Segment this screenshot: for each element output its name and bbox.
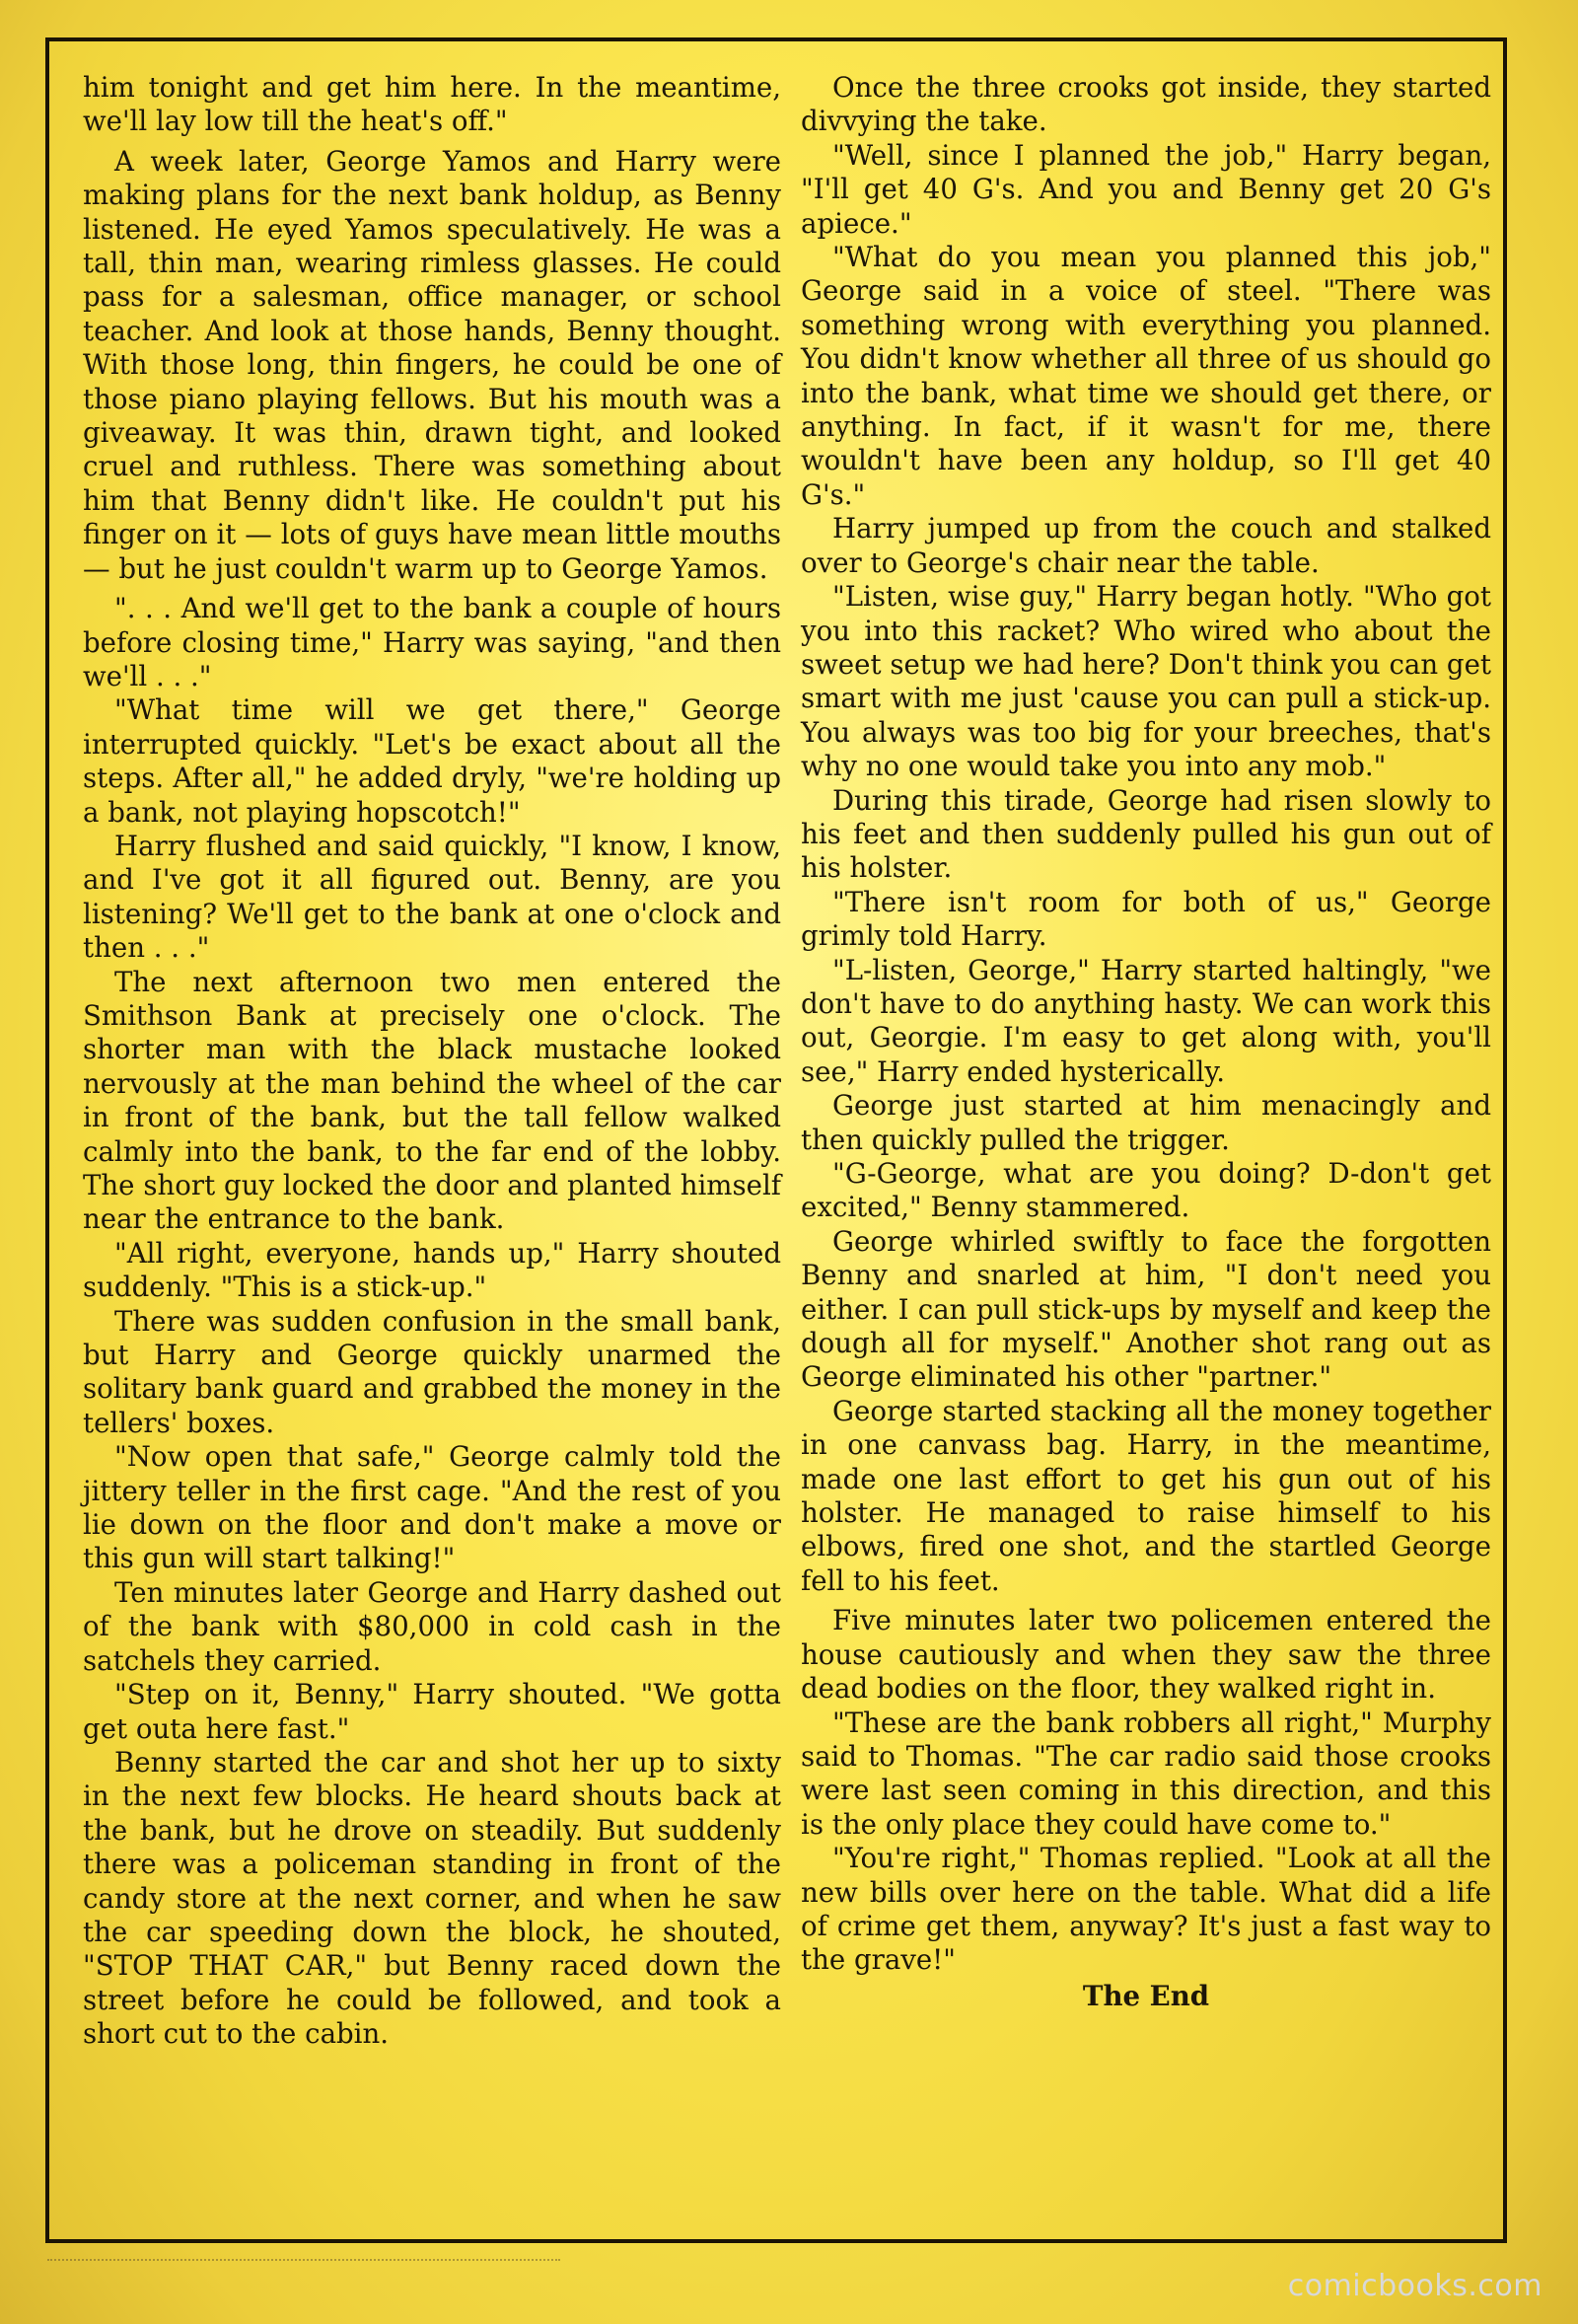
paragraph: "What time will we get there," George interrupted quickly. "Let's be exact about all the steps. After all," he added dryly, "we're holding up a bank, not playing hopscotch!" (83, 693, 781, 829)
printing-dots (47, 2259, 560, 2267)
left-text-column (83, 71, 781, 2212)
paragraph: George just started at him menacingly and then quickly pulled the trigger. (801, 1089, 1491, 1156)
paragraph: "Step on it, Benny," Harry shouted. "We gotta get outa here fast." (83, 1678, 781, 1745)
paragraph: "Now open that safe," George calmly told the jittery teller in the first cage. "And the rest of you lie down on the floor and don't make a move or this gun will start talking!" (83, 1440, 781, 1575)
site-watermark: comicbooks.com (1287, 2269, 1542, 2303)
paragraph: Ten minutes later George and Harry dashed out of the bank with $80,000 in cold cash in the satchels they carried. (83, 1575, 781, 1677)
paragraph: "All right, everyone, hands up," Harry shouted suddenly. "This is a stick-up." (83, 1236, 781, 1304)
paragraph: "You're right," Thomas replied. "Look at all the new bills over here on the table. What did a life of crime get them, anyway? It's just a fast way to the grave!" (801, 1842, 1491, 1977)
paragraph: "Listen, wise guy," Harry began hotly. "Who got you into this racket? Who wired who about the sweet setup we had here? Don't think you can get smart with me just 'cause you can pull a stick-up. You always was too big for your breeches, that's why no one would take you into any mob." (801, 580, 1491, 783)
paragraph: "What do you mean you planned this job," George said in a voice of steel. "There was something wrong with everything you planned. You didn't know whether all three of us should go into the bank, what time we should get there, or anything. In fact, if it wasn't for me, there wouldn't have been any holdup, so I'll get 40 G's." (801, 241, 1491, 511)
paragraph: ". . . And we'll get to the bank a couple of hours before closing time," Harry was saying, "and then we'll . . ." (83, 592, 781, 692)
right-text-column (801, 71, 1491, 2212)
paragraph: During this tirade, George had risen slowly to his feet and then suddenly pulled his gun out of his holster. (801, 783, 1491, 885)
paragraph: Benny started the car and shot her up to sixty in the next few blocks. He heard shouts back at the bank, but he drove on steadily. But suddenly there was a policeman standing in front of the candy store at the next corner, and when he saw the car speeding down the block, he shouted, "STOP THAT CAR," but Benny raced down the street before he could be followed, and took a short cut to the cabin. (83, 1745, 781, 2051)
paragraph: "G-George, what are you doing? D-don't get excited," Benny stammered. (801, 1157, 1491, 1224)
paragraph: Harry flushed and said quickly, "I know, I know, and I've got it all figured out. Benny, are you listening? We'll get to the bank at one o'clock and then . . ." (83, 829, 781, 965)
paragraph: "There isn't room for both of us," George grimly told Harry. (801, 885, 1491, 953)
text-panel-border (45, 37, 1507, 2243)
paragraph: "These are the bank robbers all right," Murphy said to Thomas. "The car radio said those crooks were last seen coming in this direction, and this is the only place they could have come to." (801, 1706, 1491, 1841)
the-end-label: The End (1082, 1979, 1210, 2012)
paragraph: "Well, since I planned the job," Harry began, "I'll get 40 G's. And you and Benny get 20 G's apiece." (801, 138, 1491, 240)
paragraph: "L-listen, George," Harry started haltingly, "we don't have to do anything hasty. We can work this out, Georgie. I'm easy to get along with, you'll see," Harry ended hysterically. (801, 953, 1491, 1088)
paragraph: A week later, George Yamos and Harry were making plans for the next bank holdup, as Benny listened. He eyed Yamos speculatively. He was a tall, thin man, wearing rimless glasses. He could pass for a salesman, office manager, or school teacher. And look at those hands, Benny thought. With those long, thin fingers, he could be one of those piano playing fellows. But his mouth was a giveaway. It was thin, drawn tight, and looked cruel and ruthless. There was something about him that Benny didn't like. He couldn't put his finger on it — lots of guys have mean little mouths — but he just couldn't warm up to George Yamos. (83, 144, 781, 585)
paragraph: Harry jumped up from the couch and stalked over to George's chair near the table. (801, 512, 1491, 579)
paragraph: George started stacking all the money together in one canvass bag. Harry, in the meantime, made one last effort to get his gun out of his holster. He managed to raise himself to his elbows, fired one shot, and the startled George fell to his feet. (801, 1394, 1491, 1597)
paragraph: George whirled swiftly to face the forgotten Benny and snarled at him, "I don't need you either. I can pull stick-ups by myself and keep the dough all for myself." Another shot rang out as George eliminated his other "partner." (801, 1224, 1491, 1394)
paragraph: him tonight and get him here. In the meantime, we'll lay low till the heat's off." (83, 71, 781, 138)
paragraph: There was sudden confusion in the small bank, but Harry and George quickly unarmed the solitary bank guard and grabbed the money in the tellers' boxes. (83, 1304, 781, 1439)
paragraph: Five minutes later two policemen entered the house cautiously and when they saw the three dead bodies on the floor, they walked right in. (801, 1604, 1491, 1706)
paragraph: Once the three crooks got inside, they started divvying the take. (801, 71, 1491, 138)
paragraph: The next afternoon two men entered the Smithson Bank at precisely one o'clock. The shorter man with the black mustache looked nervously at the man behind the wheel of the car in front of the bank, but the tall fellow walked calmly into the bank, to the far end of the lobby. The short guy locked the door and planted himself near the entrance to the bank. (83, 965, 781, 1236)
